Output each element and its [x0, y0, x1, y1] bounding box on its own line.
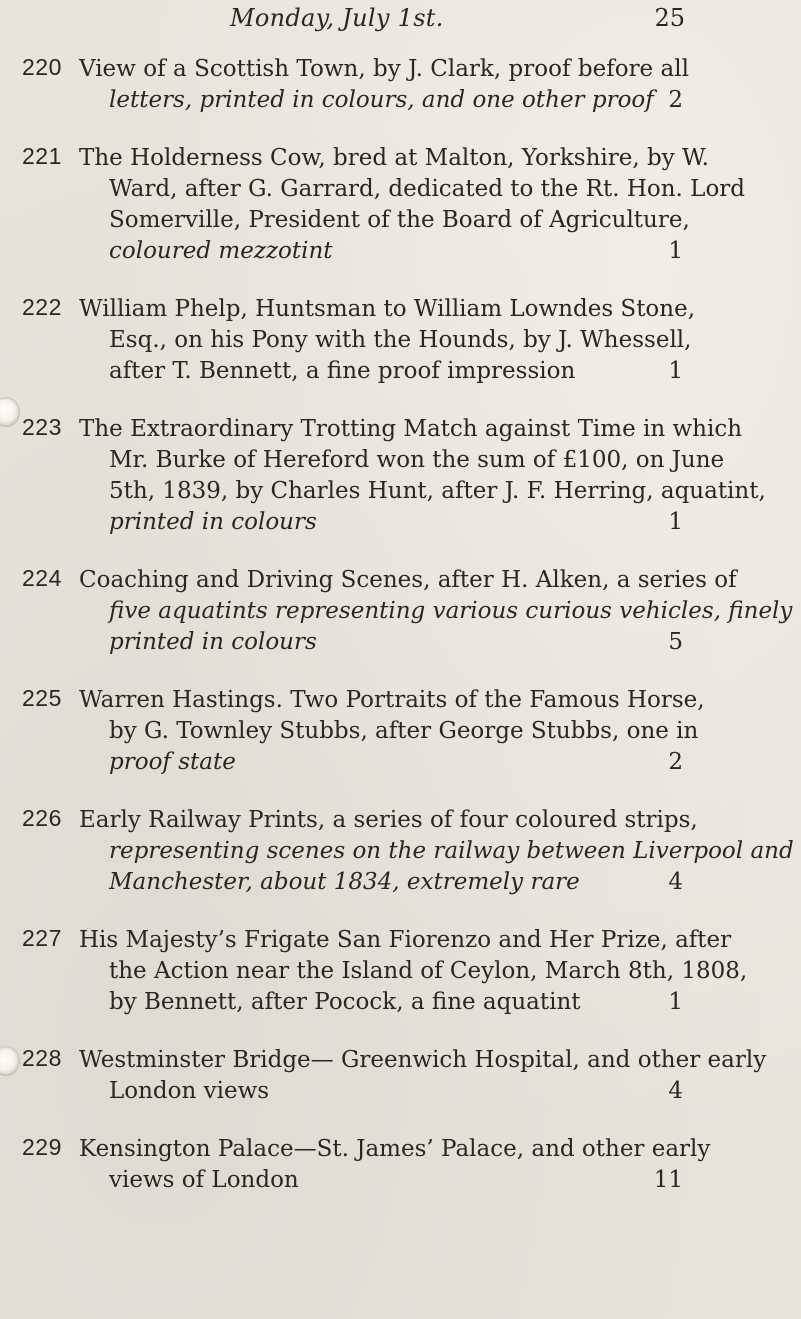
- lot-text-line: Coaching and Driving Scenes, after H. Alken, a series of: [79, 567, 737, 593]
- lot-last-line: [79, 747, 689, 778]
- lot-text-line: Warren Hastings. Two Portraits of the Famous Horse,: [79, 687, 705, 713]
- lot-text-line: Westminster Bridge— Greenwich Hospital, and other early: [79, 1047, 767, 1073]
- lot-last-line: [79, 236, 689, 267]
- lot-entry: [0, 54, 801, 116]
- lot-quantity: 2: [668, 749, 683, 775]
- lot-text-line: five aquatints representing various curious vehicles, finely: [109, 598, 793, 624]
- lot-quantity: 1: [668, 358, 683, 384]
- lot-description: [79, 685, 705, 778]
- lot-last-line: [79, 1076, 689, 1107]
- lot-text-line: Ward, after G. Garrard, dedicated to the Rt. Hon. Lord: [109, 176, 746, 202]
- lot-text-line: William Phelp, Huntsman to William Lowndes Stone,: [79, 296, 696, 322]
- lot-last-line: [79, 507, 689, 538]
- lot-number: 220: [22, 54, 62, 80]
- lot-text-line: printed in colours: [109, 629, 317, 655]
- lot-text-line: View of a Scottish Town, by J. Clark, proof before all: [79, 56, 689, 82]
- lot-number: 222: [22, 294, 62, 320]
- lot-description: [79, 1134, 711, 1196]
- lot-number: 226: [22, 805, 62, 831]
- lot-quantity: 4: [668, 869, 683, 895]
- lot-entry: [0, 565, 801, 658]
- lot-number: 223: [22, 414, 62, 440]
- lot-description: [79, 294, 696, 387]
- lot-entry: [0, 685, 801, 778]
- lot-text-line: after T. Bennett, a fine proof impression: [109, 358, 576, 384]
- page-header: [230, 4, 685, 36]
- lot-text-line: Manchester, about 1834, extremely rare: [109, 869, 580, 895]
- page-number: 25: [654, 4, 685, 32]
- lot-last-line: [79, 987, 689, 1018]
- lot-number: 224: [22, 565, 62, 591]
- lot-quantity: 5: [668, 629, 683, 655]
- lot-entry: [0, 143, 801, 267]
- lot-quantity: 1: [668, 989, 683, 1015]
- lot-quantity: 4: [668, 1078, 683, 1104]
- lot-description: [79, 1045, 767, 1107]
- lot-text-line: Early Railway Prints, a series of four coloured strips,: [79, 807, 698, 833]
- lot-number: 225: [22, 685, 62, 711]
- lot-entry: [0, 805, 801, 898]
- lot-entry: [0, 414, 801, 538]
- lot-number: 227: [22, 925, 62, 951]
- page-title: Monday, July 1st.: [230, 4, 444, 32]
- lot-text-line: the Action near the Island of Ceylon, March 8th, 1808,: [109, 958, 748, 984]
- lot-text-line: The Extraordinary Trotting Match against Time in which: [79, 416, 743, 442]
- lot-text-line: The Holderness Cow, bred at Malton, Yorkshire, by W.: [79, 145, 709, 171]
- lot-entry: [0, 925, 801, 1018]
- lot-quantity: 2: [668, 87, 683, 113]
- lot-description: [79, 565, 793, 658]
- lot-description: [79, 54, 689, 116]
- lot-quantity: 1: [668, 238, 683, 264]
- lot-text-line: Somerville, President of the Board of Agriculture,: [109, 207, 690, 233]
- lot-text-line: His Majesty’s Frigate San Fiorenzo and Her Prize, after: [79, 927, 732, 953]
- lot-quantity: 1: [668, 509, 683, 535]
- lot-text-line: London views: [109, 1078, 270, 1104]
- lot-text-line: Mr. Burke of Hereford won the sum of £100, on June: [109, 447, 725, 473]
- lot-description: [79, 414, 766, 538]
- lot-text-line: 5th, 1839, by Charles Hunt, after J. F. Herring, aquatint,: [109, 478, 766, 504]
- lot-text-line: coloured mezzotint: [109, 238, 333, 264]
- lot-text-line: views of London: [109, 1167, 299, 1193]
- lot-description: [79, 925, 748, 1018]
- lot-description: [79, 805, 794, 898]
- lot-text-line: letters, printed in colours, and one other proof: [109, 87, 654, 113]
- lot-text-line: Esq., on his Pony with the Hounds, by J. Whessell,: [109, 327, 692, 353]
- lot-text-line: Kensington Palace—St. James’ Palace, and other early: [79, 1136, 711, 1162]
- lot-entry: [0, 1134, 801, 1196]
- lot-last-line: [79, 1165, 689, 1196]
- lot-number: 221: [22, 143, 62, 169]
- lot-last-line: [79, 356, 689, 387]
- lot-text-line: representing scenes on the railway between Liverpool and: [109, 838, 794, 864]
- lot-text-line: printed in colours: [109, 509, 317, 535]
- lot-description: [79, 143, 746, 267]
- lot-text-line: by Bennett, after Pocock, a fine aquatint: [109, 989, 581, 1015]
- lot-number: 229: [22, 1134, 62, 1160]
- lot-text-line: proof state: [109, 749, 236, 775]
- lot-entry: [0, 1045, 801, 1107]
- lot-last-line: [79, 627, 689, 658]
- lot-list: [0, 54, 801, 1223]
- lot-last-line: [79, 867, 689, 898]
- lot-last-line: [79, 85, 689, 116]
- lot-number: 228: [22, 1045, 62, 1071]
- lot-text-line: by G. Townley Stubbs, after George Stubbs, one in: [109, 718, 699, 744]
- lot-entry: [0, 294, 801, 387]
- lot-quantity: 11: [653, 1167, 683, 1193]
